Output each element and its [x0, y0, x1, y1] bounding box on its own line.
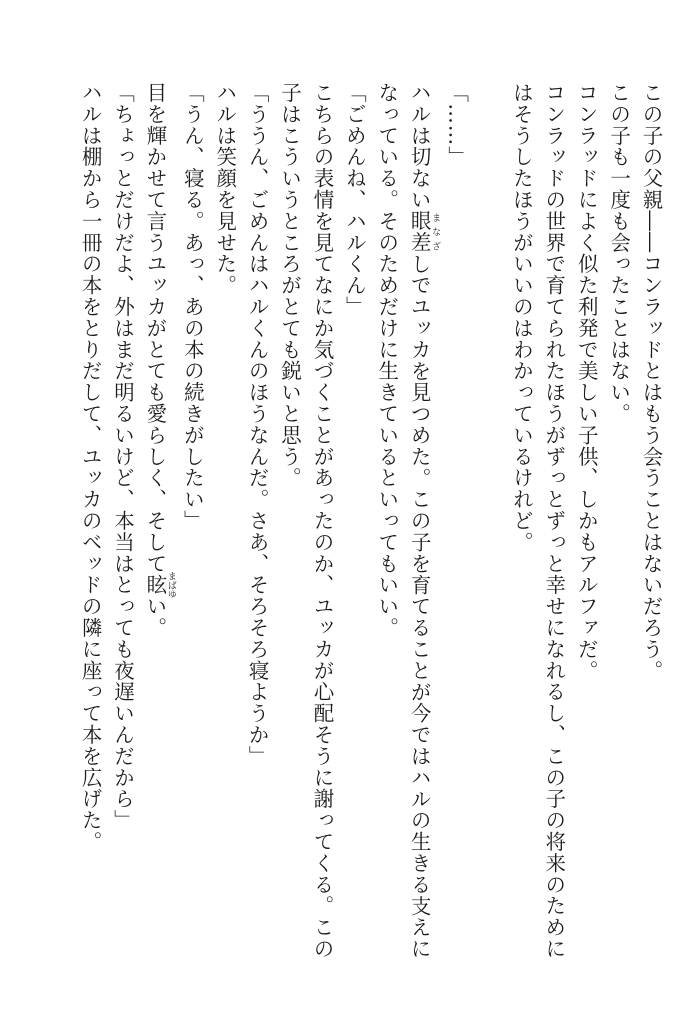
ruby-base: 眼差: [407, 210, 432, 254]
text-line: 「ちょっとだけだよ、外はまだ明るいけど、本当はとっても夜遅いんだから」: [110, 82, 135, 831]
ruby-reading: まなざ: [430, 210, 441, 254]
text-line-with-ruby: [403, 82, 440, 982]
text-line: 「……」: [444, 82, 469, 168]
text-line: コンラッドによく似た利発で美しい子供、しかもアルファだ。: [574, 82, 599, 682]
text-line: ハルは笑顔を見せた。: [212, 82, 237, 296]
text-line: 「うん、寝る。あっ、あの本の続きがしたい」: [180, 82, 205, 532]
text-line: この子も一度も会ったことはない。: [606, 82, 631, 425]
text-segment: しでユッカを見つめた。この子を育てることが今ではハルの生きる支えに: [407, 253, 432, 960]
text-line: この子の父親――コンラッドとはもう会うことはないだろう。: [639, 82, 663, 682]
text-segment: い。: [142, 595, 167, 639]
text-line: 「ごめんね、ハルくん」: [342, 82, 367, 318]
text-line: なっている。そのためだけに生きているといってもいい。: [374, 82, 399, 639]
vertical-text-body: [74, 82, 667, 982]
text-line: こちらの表情を見てなにか気づくことがあったのか、ユッカが心配そうに謝ってくる。この: [309, 82, 334, 960]
ruby-base: 眩: [142, 571, 167, 599]
blank-line: [473, 82, 505, 982]
text-segment: ハルは切ない: [407, 82, 432, 211]
text-line: 「ううん、ごめんはハルくんのほうなんだ。さあ、そろそろ寝ようか」: [245, 82, 270, 767]
ruby-reading: まばゆ: [165, 571, 176, 599]
text-line: コンラッドの世界で育てられたほうがずっとずっと幸せになれるし、この子の将来のために: [541, 82, 566, 960]
text-line-with-ruby: [139, 82, 176, 982]
text-segment: 目を輝かせて言うユッカがとても愛らしく、そして: [142, 82, 167, 575]
text-line: 子はこういうところがとても鋭いと思う。: [277, 82, 302, 489]
text-line: ハルは棚から一冊の本をとりだして、ユッカのベッドの隣に座って本を広げた。: [78, 82, 103, 853]
ruby-mabayu: [142, 571, 176, 599]
text-line: はそうしたほうがいいのはわかっているけれど。: [509, 82, 534, 553]
ruby-manazashi: [407, 210, 441, 254]
